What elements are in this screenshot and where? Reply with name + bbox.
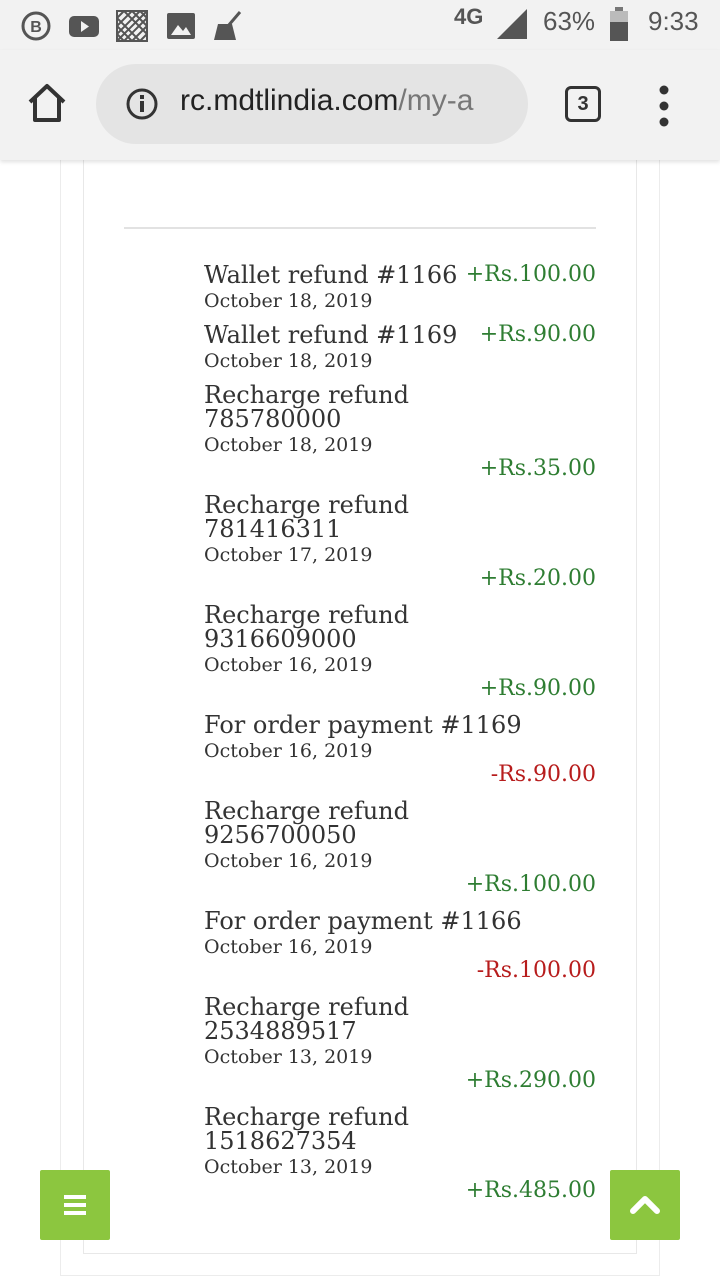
browser-toolbar: [0, 50, 720, 160]
gallery-grid-icon: [116, 10, 148, 42]
more-options-icon[interactable]: [654, 84, 674, 128]
transaction-title: Recharge refund: [204, 797, 409, 825]
transaction-date: October 13, 2019: [204, 1046, 373, 1068]
transaction-number: 9316609000: [204, 625, 357, 653]
hamburger-icon: [40, 1170, 110, 1240]
transaction-date: October 13, 2019: [204, 1156, 373, 1178]
b-circle-icon: [20, 10, 52, 42]
transaction-amount: -Rs.100.00: [476, 958, 596, 983]
transaction-title: Recharge refund: [204, 601, 409, 629]
menu-fab-button[interactable]: [40, 1170, 110, 1240]
transaction-title: For order payment #1169: [204, 711, 522, 739]
transaction-number: 1518627354: [204, 1127, 357, 1155]
section-divider: [124, 227, 596, 229]
url-text[interactable]: [180, 84, 473, 118]
clock: 9:33: [648, 6, 699, 36]
home-icon[interactable]: [26, 82, 68, 124]
tab-switcher-button[interactable]: 3: [565, 86, 601, 122]
svg-text:B: B: [30, 19, 42, 36]
transaction-date: October 18, 2019: [204, 434, 373, 456]
image-icon: [165, 10, 197, 42]
transaction-date: October 16, 2019: [204, 654, 373, 676]
address-bar[interactable]: [96, 64, 528, 144]
transaction-title: Recharge refund: [204, 993, 409, 1021]
transaction-amount: +Rs.90.00: [479, 322, 596, 347]
transaction-title: Recharge refund: [204, 1103, 409, 1131]
transaction-number: 2534889517: [204, 1017, 357, 1045]
transaction-amount: +Rs.485.00: [465, 1178, 596, 1203]
transaction-title: Wallet refund #1166: [204, 261, 458, 289]
transaction-number: 785780000: [204, 405, 342, 433]
transaction-title: Recharge refund: [204, 381, 409, 409]
transaction-title: Recharge refund: [204, 491, 409, 519]
url-domain: rc.mdtlindia.com: [180, 84, 399, 117]
transaction-date: October 16, 2019: [204, 850, 373, 872]
transaction-amount: +Rs.100.00: [465, 872, 596, 897]
battery-icon: [608, 6, 630, 42]
info-icon[interactable]: [126, 88, 158, 120]
transaction-title: For order payment #1166: [204, 907, 522, 935]
youtube-icon: [68, 10, 100, 42]
signal-icon: [496, 8, 528, 40]
broom-icon: [212, 10, 244, 42]
transaction-title: Wallet refund #1169: [204, 321, 458, 349]
scroll-top-button[interactable]: [610, 1170, 680, 1240]
chevron-up-icon: [610, 1170, 680, 1240]
transaction-date: October 17, 2019: [204, 544, 373, 566]
transaction-amount: +Rs.90.00: [479, 676, 596, 701]
url-path: /my-a: [398, 84, 474, 117]
battery-percent: 63%: [543, 6, 596, 36]
transaction-date: October 16, 2019: [204, 740, 373, 762]
network-label: 4G: [454, 4, 484, 29]
transaction-amount: +Rs.100.00: [465, 262, 596, 287]
transaction-number: 781416311: [204, 515, 342, 543]
transaction-number: 9256700050: [204, 821, 357, 849]
transaction-amount: +Rs.35.00: [479, 456, 596, 481]
status-bar: [0, 0, 720, 50]
transaction-amount: +Rs.290.00: [465, 1068, 596, 1093]
transaction-amount: +Rs.20.00: [479, 566, 596, 591]
transaction-amount: -Rs.90.00: [490, 762, 596, 787]
transaction-date: October 16, 2019: [204, 936, 373, 958]
transaction-date: October 18, 2019: [204, 290, 373, 312]
transaction-date: October 18, 2019: [204, 350, 373, 372]
